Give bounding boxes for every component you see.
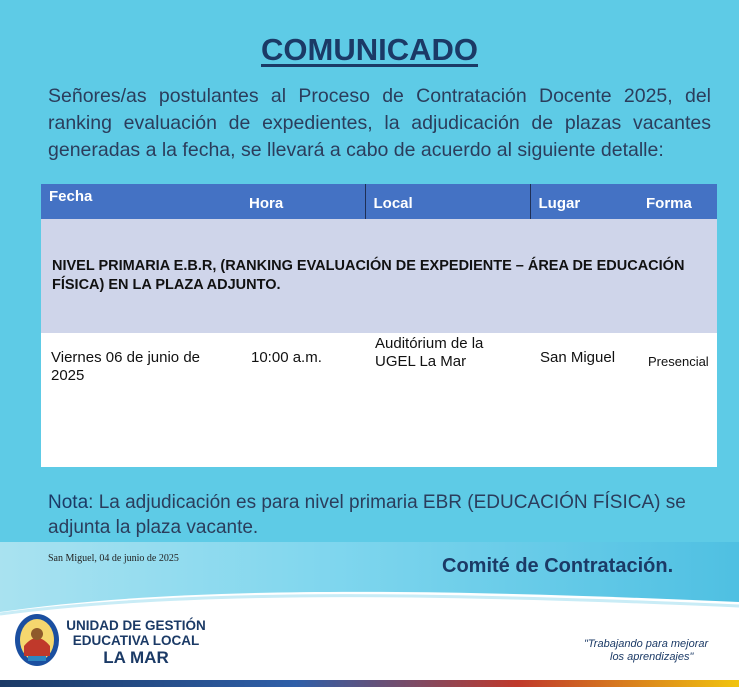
intro-paragraph: Señores/as postulantes al Proceso de Contratación Docente 2025, del ranking evaluación de expedientes, la adjudicación de plazas vacantes generadas a la fecha, se llevará a cabo de acuerdo al siguiente detalle: [48, 85, 711, 161]
header-local: Local [365, 184, 530, 219]
date-line: San Miguel, 04 de junio de 2025 [48, 553, 179, 564]
slogan [584, 638, 708, 664]
cell-fecha: Viernes 06 de junio de 2025 [41, 333, 241, 467]
header-forma: Forma [638, 184, 717, 219]
ugel-logo-icon [14, 612, 60, 668]
table-header-row [41, 184, 717, 219]
slogan-line-2: los aprendizajes" [610, 651, 694, 663]
cell-local: Auditórium de la UGEL La Mar [365, 333, 530, 467]
header-lugar: Lugar [530, 184, 638, 219]
level-row [41, 219, 717, 333]
org-line-3: LA MAR [103, 648, 169, 667]
header-hora: Hora [241, 184, 365, 219]
slogan-line-1: "Trabajando para mejorar [584, 638, 709, 650]
header-fecha: Fecha [41, 184, 241, 219]
org-line-1: UNIDAD DE GESTIÓN [66, 618, 206, 633]
bottom-color-bar [0, 680, 739, 687]
cell-hora: 10:00 a.m. [241, 333, 365, 467]
cell-lugar: San Miguel [530, 333, 638, 467]
cell-forma: Presencial [638, 333, 717, 467]
committee-signature: Comité de Contratación. [442, 555, 674, 577]
note-label: Nota [48, 492, 89, 513]
org-line-2: EDUCATIVA LOCAL [72, 633, 200, 648]
table-row [41, 333, 717, 467]
note-paragraph [48, 490, 713, 540]
page-title: COMUNICADO [261, 32, 478, 67]
level-description: NIVEL PRIMARIA E.B.R, (RANKING EVALUACIÓN DE EXPEDIENTE – ÁREA DE EDUCACIÓN FÍSICA) EN LA PLAZA ADJUNTO. [41, 219, 717, 333]
note-text: : La adjudicación es para nivel primaria EBR (EDUCACIÓN FÍSICA) se adjunta la plaza vacante. [48, 492, 686, 538]
organization-name [66, 618, 206, 668]
schedule-table [41, 184, 717, 467]
